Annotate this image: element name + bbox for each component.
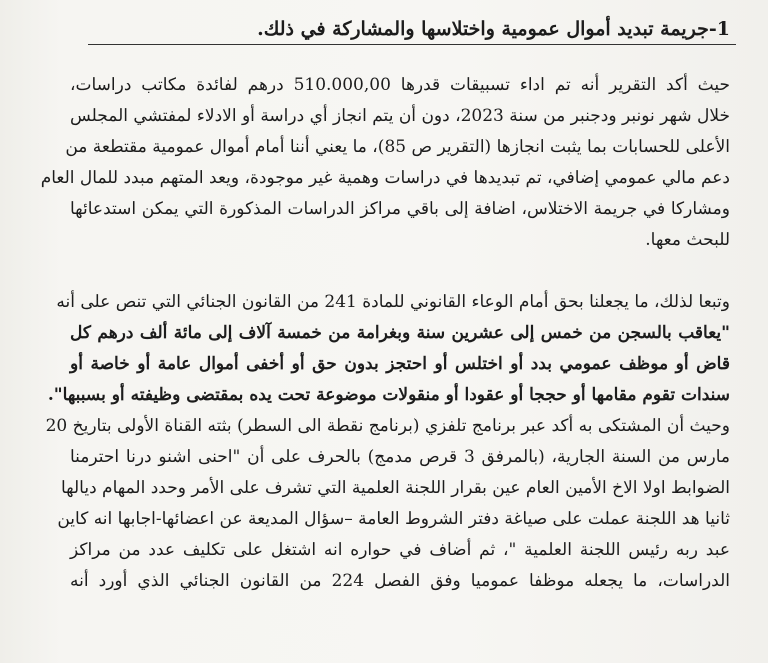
- paragraph-line: عبد ربه رئيس اللجنة العلمية "، ثم أضاف في حواره انه اشتغل على تكليف عدد من مراكز: [70, 540, 730, 560]
- section-heading: 1-جريمة تبديد أموال عمومية واختلاسها والمشاركة في ذلك.: [257, 18, 730, 40]
- paragraph-line: وتبعا لذلك، ما يجعلنا بحق أمام الوعاء القانوني للمادة 241 من القانون الجنائي التي تنص على أنه: [56, 292, 730, 312]
- paragraph-line: خلال شهر نونبر ودجنبر من سنة 2023، دون أن يتم انجاز أي دراسة أو الادلاء لمفتشي المجلس: [70, 106, 730, 126]
- paragraph-line: حيث أكد التقرير أنه تم اداء تسبيقات قدرها 510.000,00 درهم لفائدة مكاتب دراسات،: [70, 75, 730, 95]
- quoted-law-line: "يعاقب بالسجن من خمس إلى عشرين سنة وبغرامة من خمسة آلاف إلى مائة ألف درهم كل: [70, 323, 730, 343]
- paragraph-line: دعم مالي عمومي إضافي، تم تبديدها في دراسات وهمية غير موجودة، ويعد المتهم مبدد للمال العام: [40, 168, 730, 188]
- heading-underline: [88, 44, 736, 45]
- quoted-law-line: قاض أو موظف عمومي بدد أو اختلس أو احتجز بدون حق أو أخفى أموال عامة أو خاصة أو: [70, 354, 730, 374]
- paragraph-line: ثانيا هد اللجنة عملت على صياغة دفتر الشروط العامة –سؤال المديعة عن اعضائها-اجابها انه كاين: [57, 509, 730, 529]
- paragraph-line: الأعلى للحسابات بما يثبت انجازها (التقرير ص 85)، ما يعني أننا أمام أموال عمومية مقتطعة من: [65, 137, 730, 157]
- paragraph-line: وحيث أن المشتكى به أكد عبر برنامج تلفزي (برنامج نقطة الى السطر) بثته القناة الأولى بتاريخ 20: [45, 416, 730, 436]
- paragraph-line: الضوابط اولا الاخ الأمين العام عين بقرار اللجنة العلمية التي تشرف على الأمر وحدد المهام ديالها: [60, 478, 730, 498]
- paragraph-line: الدراسات، ما يجعله موظفا عموميا وفق الفصل 224 من القانون الجنائي الذي أورد أنه: [70, 571, 731, 591]
- quoted-law-line: سندات تقوم مقامها أو حججا أو عقودا أو منقولات موضوعة تحت يده بمقتضى وظيفته أو بسببها".: [47, 385, 730, 405]
- paragraph-line: للبحث معها.: [645, 230, 730, 250]
- paragraph-line: مارس من السنة الجارية، (بالمرفق 3 قرص مدمج) بالحرف على أن "احنى اشنو درنا احترمنا: [70, 447, 730, 467]
- paragraph-line: ومشاركا في جريمة الاختلاس، اضافة إلى باقي مراكز الدراسات المذكورة التي يمكن استدعائها: [70, 199, 730, 219]
